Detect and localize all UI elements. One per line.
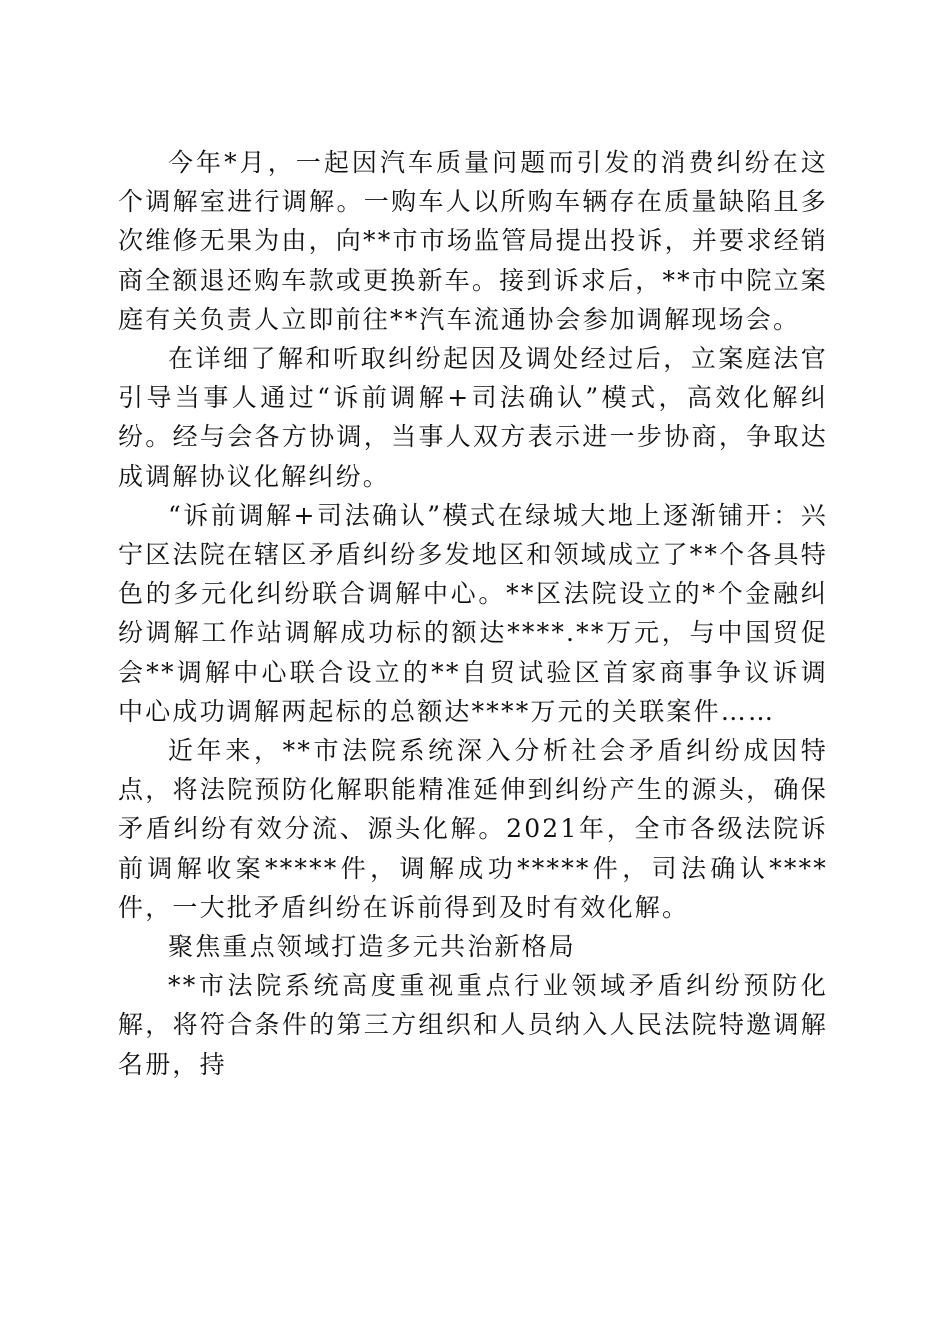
paragraph-model-rollout: “诉前调解+司法确认”模式在绿城大地上逐渐铺开：兴宁区法院在辖区矛盾纠纷多发地区和领域成立了**个各具特色的多元化纠纷联合调解中心。**区法院设立的*个金融纠纷调解工作站调解成功标的额达****.**万元，与中国贸促会**调解中心联合设立的**自贸试验区首家商事争议诉调中心成功调解两起标的总额达****万元的关联案件…… bbox=[118, 500, 828, 726]
paragraph-mediation-process: 在详细了解和听取纠纷起因及调处经过后，立案庭法官引导当事人通过“诉前调解+司法确认”模式，高效化解纠纷。经与会各方协调，当事人双方表示进一步协商，争取达成调解协议化解纠纷。 bbox=[118, 344, 828, 491]
paragraph-consumer-dispute: 今年*月，一起因汽车质量问题而引发的消费纠纷在这个调解室进行调解。一购车人以所购车辆存在质量缺陷且多次维修无果为由，向**市市场监管局提出投诉，并要求经销商全额退还购车款或更换新车。接到诉求后，**市中院立案庭有关负责人立即前往**汽车流通协会参加调解现场会。 bbox=[118, 148, 828, 334]
section-heading: 聚焦重点领域打造多元共治新格局 bbox=[168, 932, 577, 962]
document-body bbox=[118, 143, 828, 1084]
paragraph-annual-statistics: 近年来，**市法院系统深入分析社会矛盾纠纷成因特点，将法院预防化解职能精准延伸到纠纷产生的源头，确保矛盾纠纷有效分流、源头化解。2021年，全市各级法院诉前调解收案*****件，调解成功*****件，司法确认****件，一大批矛盾纠纷在诉前得到及时有效化解。 bbox=[118, 736, 828, 922]
paragraph-closing: **市法院系统高度重视重点行业领域矛盾纠纷预防化解，将符合条件的第三方组织和人员纳入人民法院特邀调解名册，持 bbox=[118, 971, 828, 1079]
